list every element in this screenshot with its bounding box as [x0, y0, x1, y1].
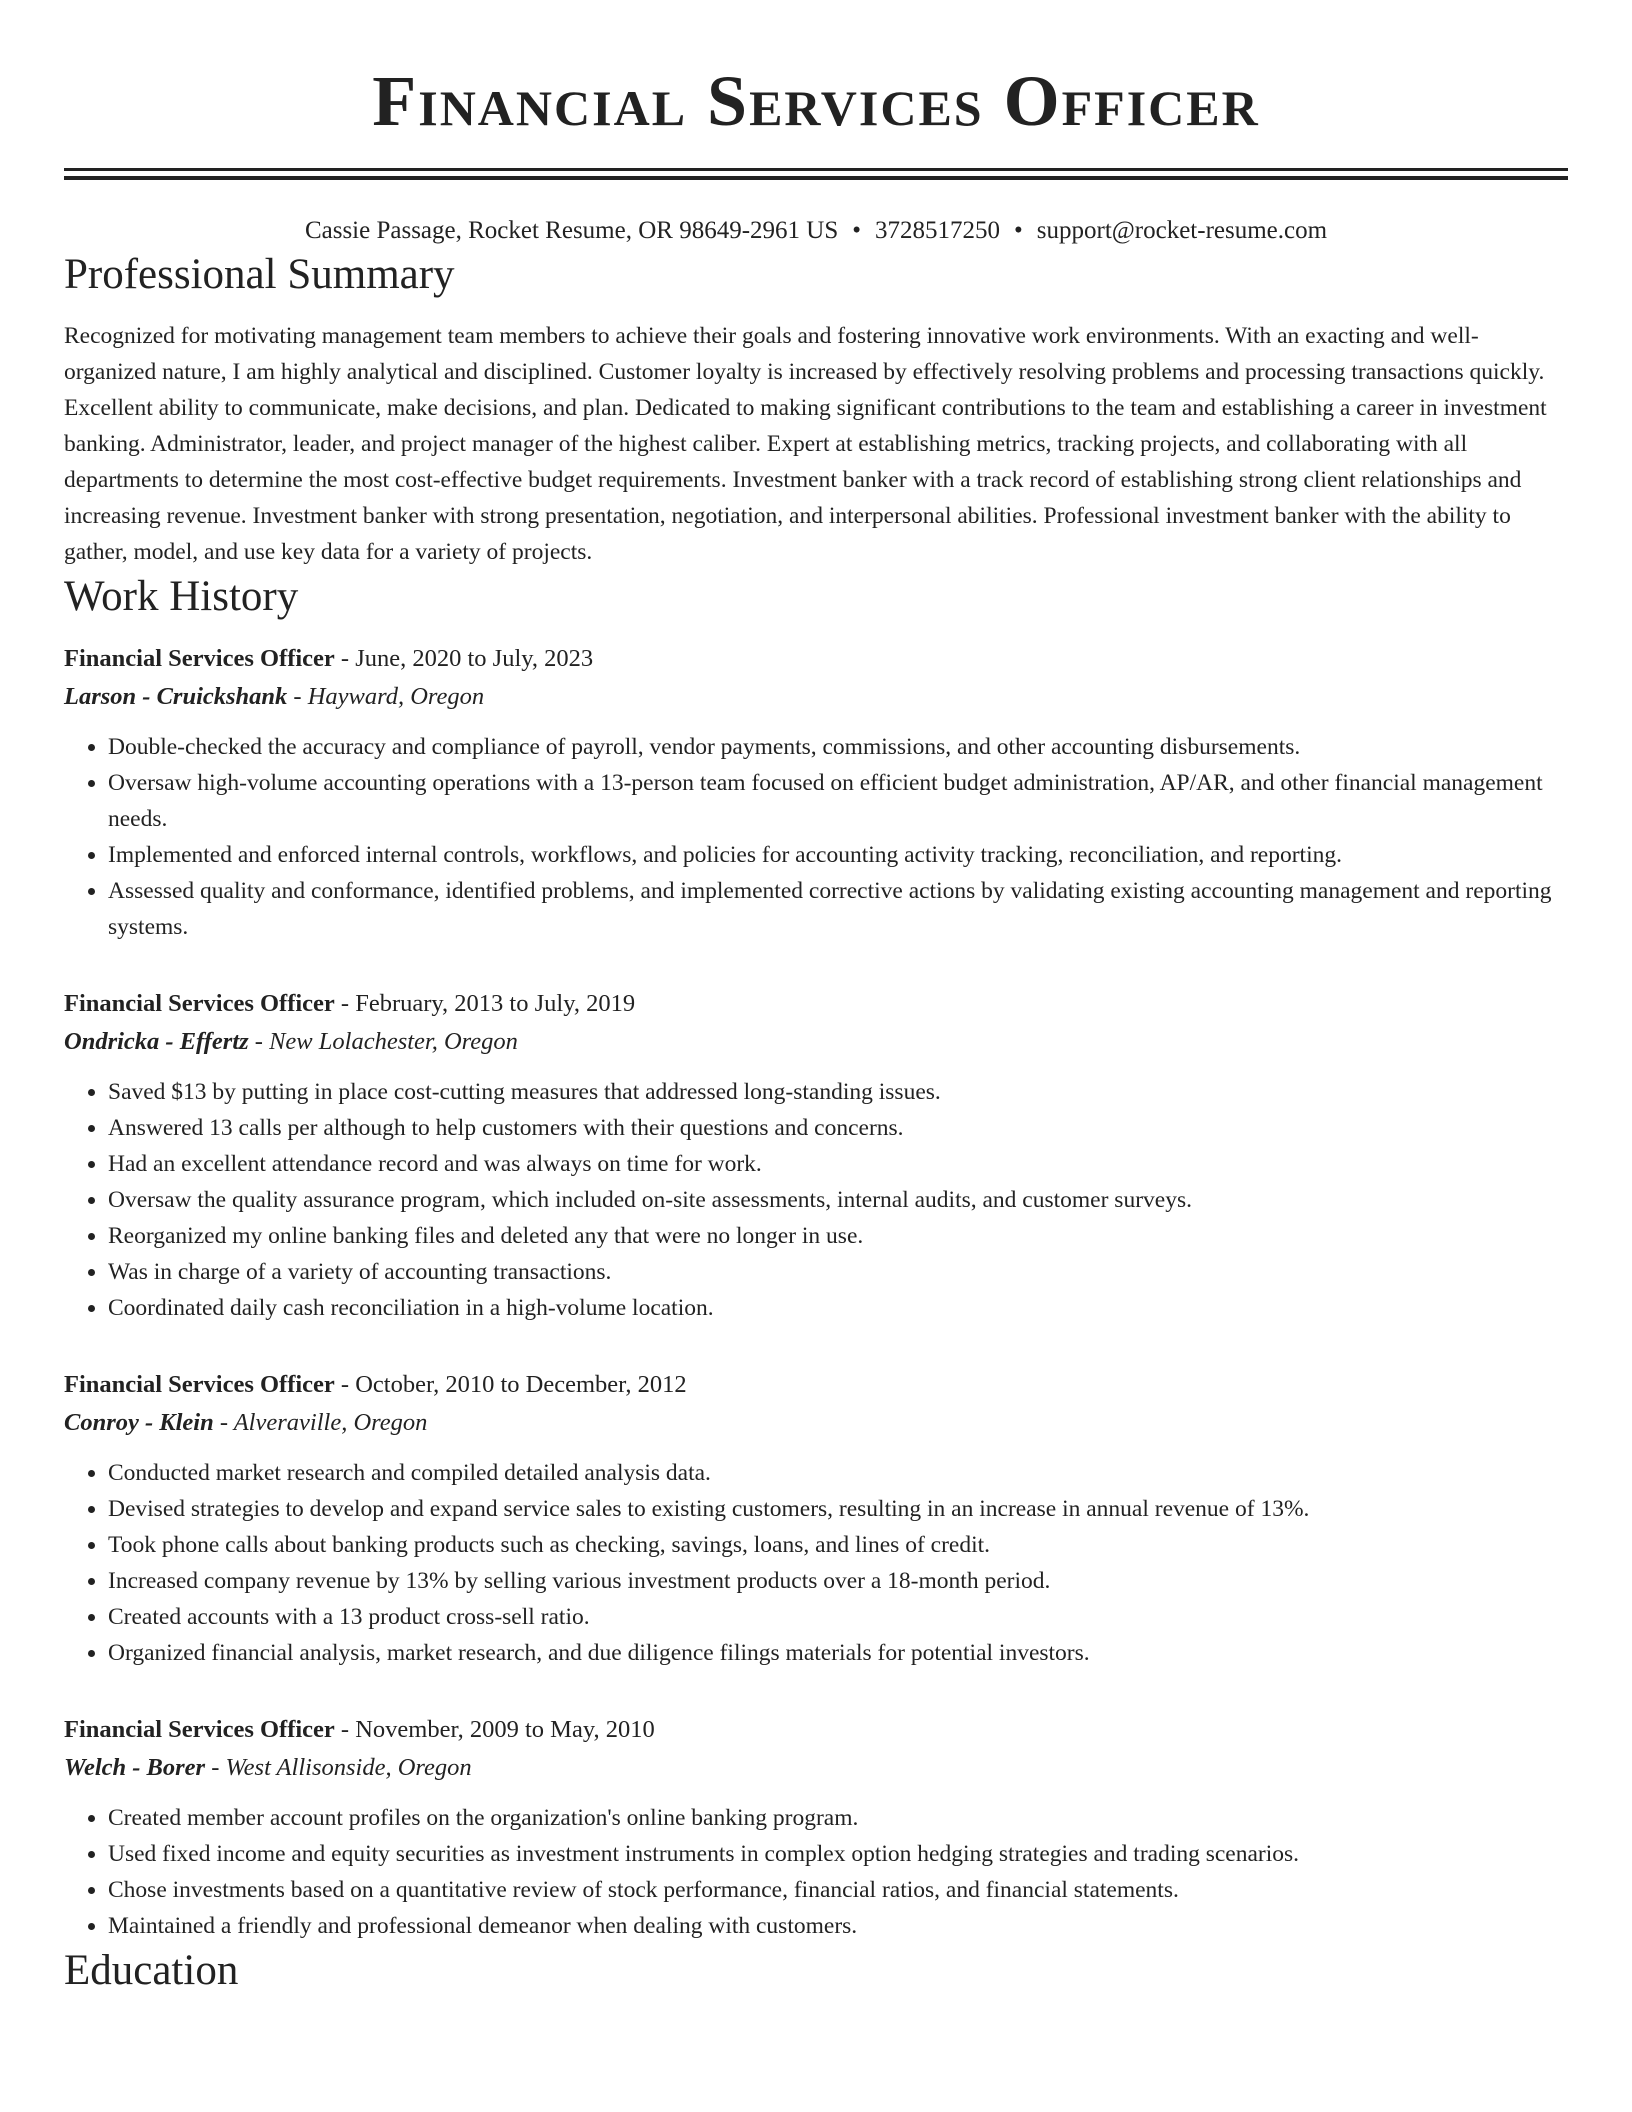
- title-divider-thin: [64, 168, 1568, 171]
- contact-address: Cassie Passage, Rocket Resume, OR 98649-2961 US: [304, 217, 839, 244]
- job-entry: [64, 640, 1568, 945]
- title-divider-thick: [64, 176, 1568, 180]
- job-bullet-item: • Increased company revenue by 13% by selling various investment products over a 18-month period.: [108, 1563, 1568, 1599]
- contact-separator: •: [852, 217, 861, 244]
- job-bullet-item: • Maintained a friendly and professional demeanor when dealing with customers.: [108, 1908, 1568, 1944]
- contact-email[interactable]: support@rocket-resume.com: [1036, 217, 1328, 244]
- work-history-heading: Work History: [64, 573, 299, 620]
- job-company-line: [64, 1022, 1568, 1062]
- job-bullet-item: • Saved $13 by putting in place cost-cutting measures that addressed long-standing issues.: [108, 1074, 1568, 1110]
- job-bullet-item: • Chose investments based on a quantitative review of stock performance, financial ratios, and financial statements.: [108, 1872, 1568, 1908]
- job-bullet-item: • Had an excellent attendance record and was always on time for work.: [108, 1146, 1568, 1182]
- job-title-line: [64, 1366, 1568, 1403]
- resume-page: [64, 0, 1568, 1998]
- work-history-list: [64, 640, 1568, 1944]
- job-bullets: [64, 1455, 1568, 1671]
- job-dates: - November, 2009 to May, 2010: [334, 1716, 655, 1743]
- job-company-line: [64, 1403, 1568, 1443]
- job-company-line: [64, 677, 1568, 717]
- job-title: Financial Services Officer: [64, 1371, 335, 1398]
- job-bullets: [64, 1074, 1568, 1326]
- job-location: - Hayward, Oregon: [287, 683, 485, 710]
- job-bullet-item: • Organized financial analysis, market research, and due diligence filings materials for potential investors.: [108, 1635, 1568, 1671]
- job-dates: - February, 2013 to July, 2019: [334, 990, 636, 1017]
- job-bullet-item: • Implemented and enforced internal controls, workflows, and policies for accounting activity tracking, reconciliation, and reporting.: [108, 837, 1568, 873]
- job-dates: - June, 2020 to July, 2023: [334, 645, 594, 672]
- contact-separator: •: [1014, 217, 1023, 244]
- job-company-line: [64, 1748, 1568, 1788]
- job-entry: [64, 985, 1568, 1326]
- job-bullet-item: • Used fixed income and equity securities as investment instruments in complex option hedging strategies and trading scenarios.: [108, 1836, 1568, 1872]
- contact-line: [64, 214, 1568, 248]
- job-company: Welch - Borer: [64, 1754, 206, 1781]
- job-location: - West Allisonside, Oregon: [205, 1754, 472, 1781]
- job-bullets: [64, 729, 1568, 945]
- job-bullet-item: • Devised strategies to develop and expand service sales to existing customers, resulting in an increase in annual revenue of 13%.: [108, 1491, 1568, 1527]
- job-company: Conroy - Klein: [64, 1409, 214, 1436]
- job-dates: - October, 2010 to December, 2012: [334, 1371, 687, 1398]
- job-bullet-item: • Took phone calls about banking products such as checking, savings, loans, and lines of credit.: [108, 1527, 1568, 1563]
- job-bullet-item: • Assessed quality and conformance, identified problems, and implemented corrective actions by validating existing accounting management and reporting systems.: [108, 873, 1568, 945]
- job-bullet-item: • Conducted market research and compiled detailed analysis data.: [108, 1455, 1568, 1491]
- job-bullet-item: • Oversaw the quality assurance program, which included on-site assessments, internal audits, and customer surveys.: [108, 1182, 1568, 1218]
- education-heading: Education: [64, 1947, 239, 1994]
- summary-heading: Professional Summary: [64, 251, 455, 298]
- job-company: Larson - Cruickshank: [64, 683, 288, 710]
- resume-title: Financial Services Officer: [372, 61, 1260, 141]
- job-bullet-item: • Created member account profiles on the organization's online banking program.: [108, 1800, 1568, 1836]
- job-bullet-item: • Was in charge of a variety of accounting transactions.: [108, 1254, 1568, 1290]
- job-title-line: [64, 1711, 1568, 1748]
- job-bullet-item: • Double-checked the accuracy and compliance of payroll, vendor payments, commissions, and other accounting disbursements.: [108, 729, 1568, 765]
- job-title: Financial Services Officer: [64, 990, 335, 1017]
- contact-phone: 3728517250: [875, 217, 1000, 244]
- summary-text: Recognized for motivating management team members to achieve their goals and fostering innovative work environments. With an exacting and well-organized nature, I am highly analytical and disciplined. Customer loyalty is increased by effectively resolving problems and processing transactions quickly. Excellent ability to communicate, make decisions, and plan. Dedicated to making significant contributions to the team and establishing a career in investment banking. Administrator, leader, and project manager of the highest caliber. Expert at establishing metrics, tracking projects, and collaborating with all departments to determine the most cost-effective budget requirements. Investment banker with a track record of establishing strong client relationships and increasing revenue. Investment banker with strong presentation, negotiation, and interpersonal abilities. Professional investment banker with the ability to gather, model, and use key data for a variety of projects.: [64, 323, 1547, 565]
- job-bullet-item: • Coordinated daily cash reconciliation in a high-volume location.: [108, 1290, 1568, 1326]
- job-bullet-item: • Answered 13 calls per although to help customers with their questions and concerns.: [108, 1110, 1568, 1146]
- job-title: Financial Services Officer: [64, 645, 335, 672]
- job-entry: [64, 1711, 1568, 1944]
- job-location: - New Lolachester, Oregon: [248, 1028, 518, 1055]
- job-title-line: [64, 640, 1568, 677]
- job-title: Financial Services Officer: [64, 1716, 335, 1743]
- job-bullet-item: • Reorganized my online banking files and deleted any that were no longer in use.: [108, 1218, 1568, 1254]
- job-title-line: [64, 985, 1568, 1022]
- job-bullet-item: • Created accounts with a 13 product cross-sell ratio.: [108, 1599, 1568, 1635]
- job-entry: [64, 1366, 1568, 1671]
- job-bullets: [64, 1800, 1568, 1944]
- job-company: Ondricka - Effertz: [64, 1028, 249, 1055]
- job-bullet-item: • Oversaw high-volume accounting operations with a 13-person team focused on efficient budget administration, AP/AR, and other financial management needs.: [108, 765, 1568, 837]
- job-location: - Alveraville, Oregon: [213, 1409, 428, 1436]
